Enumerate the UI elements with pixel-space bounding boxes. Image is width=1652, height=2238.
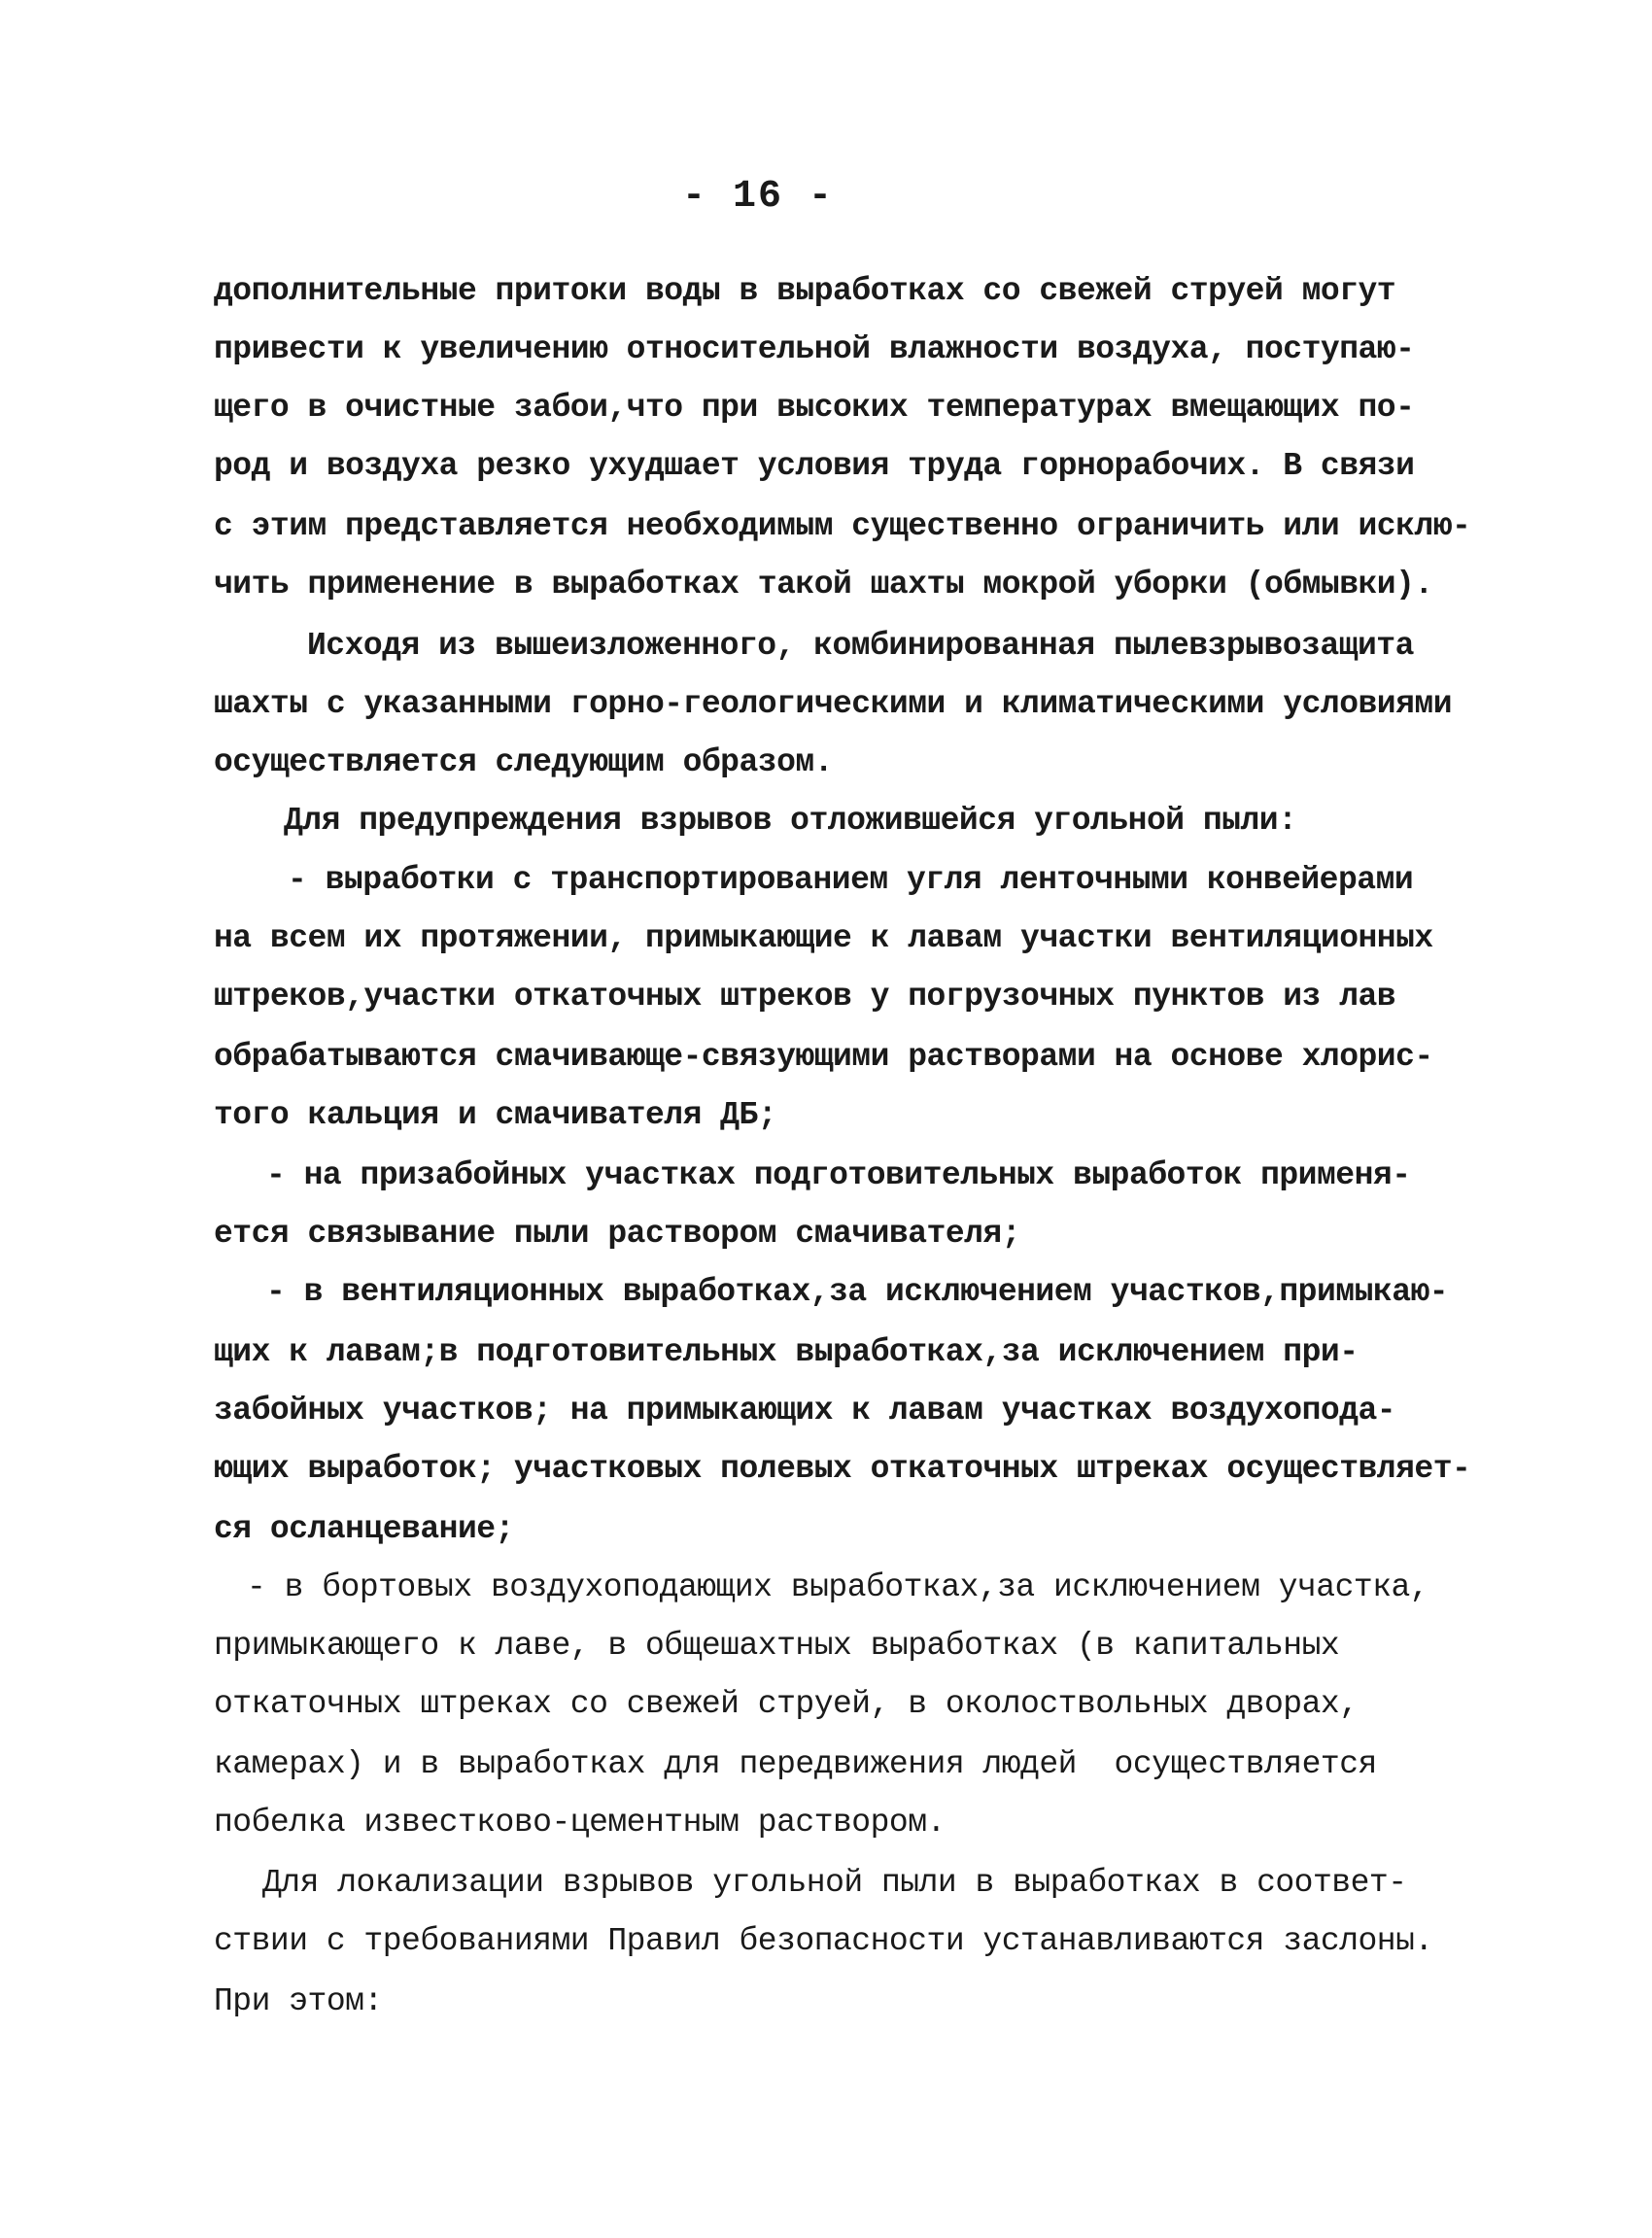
text-line: того кальция и смачивателя ДБ; — [214, 1097, 777, 1133]
text-line: щих к лавам;в подготовительных выработках,за исключением при- — [214, 1334, 1359, 1370]
text-line: забойных участков; на примыкающих к лавам участках воздухопода- — [214, 1393, 1396, 1429]
text-line: камерах) и в выработках для передвижения людей осуществляется — [214, 1746, 1377, 1782]
text-line: ся осланцевание; — [214, 1511, 514, 1547]
text-line: ющих выработок; участковых полевых откаточных штреках осуществляет- — [214, 1451, 1471, 1487]
text-line: - выработки с транспортированием угля ленточными конвейерами — [288, 862, 1414, 898]
text-line: чить применение в выработках такой шахты мокрой уборки (обмывки). — [214, 567, 1433, 603]
text-line: штреков,участки откаточных штреков у погрузочных пунктов из лав — [214, 979, 1396, 1015]
text-line: При этом: — [214, 1983, 383, 2019]
text-line: примыкающего к лаве, в общешахтных выработках (в капитальных — [214, 1628, 1340, 1664]
text-line: - в вентиляционных выработках,за исключением участков,примыкаю- — [266, 1274, 1449, 1310]
text-line: ется связывание пыли раствором смачивателя; — [214, 1216, 1021, 1252]
text-line: дополнительные притоки воды в выработках со свежей струей могут — [214, 273, 1396, 309]
text-line: - в бортовых воздухоподающих выработках,за исключением участка, — [247, 1569, 1429, 1605]
text-line: - на призабойных участках подготовительных выработок применя- — [266, 1157, 1411, 1193]
text-line: откаточных штреках со свежей струей, в околоствольных дворах, — [214, 1686, 1359, 1722]
text-line: шахты с указанными горно-геологическими и климатическими условиями — [214, 686, 1453, 722]
text-line: ствии с требованиями Правил безопасности устанавливаются заслоны. — [214, 1923, 1433, 1959]
text-line: с этим представляется необходимым существенно ограничить или исклю- — [214, 508, 1471, 544]
text-line: на всем их протяжении, примыкающие к лавам участки вентиляционных — [214, 920, 1433, 956]
page-number: - 16 - — [681, 175, 835, 219]
text-line: Исходя из вышеизложенного, комбинированная пылевзрывозащита — [307, 628, 1414, 664]
text-line: Для локализации взрывов угольной пыли в выработках в соответ- — [262, 1865, 1407, 1901]
text-line: Для предупреждения взрывов отложившейся угольной пыли: — [284, 803, 1297, 839]
text-line: щего в очистные забои,что при высоких температурах вмещающих по- — [214, 390, 1415, 426]
text-line: привести к увеличению относительной влажности воздуха, поступаю- — [214, 331, 1415, 367]
text-line: обрабатываются смачивающе-связующими растворами на основе хлорис- — [214, 1039, 1433, 1075]
text-line: осуществляется следующим образом. — [214, 744, 834, 780]
text-line: побелка известково-цементным раствором. — [214, 1805, 946, 1841]
text-line: род и воздуха резко ухудшает условия труда горнорабочих. В связи — [214, 448, 1415, 484]
